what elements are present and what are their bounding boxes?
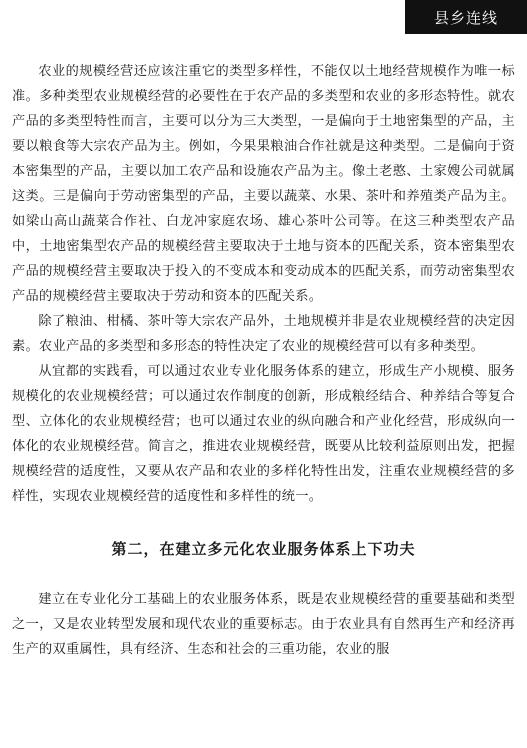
body-paragraph: 建立在专业化分工基础上的农业服务体系，既是农业规模经营的重要基础和类型之一，又是农业转型发展和现代农业的重要标志。由于农业具有自然再生产和经济再生产的双重属性，具有经济、生态和社会的三重功能，农业的服 [12, 592, 515, 657]
body-paragraph: 从宜都的实践看，可以通过农业专业化服务体系的建立，形成生产小规模、服务规模化的农业规模经营；可以通过农作制度的创新，形成粮经结合、种养结合等复合型、立体化的农业规模经营；也可以通过农业的纵向融合和产业化经营，形成纵向一体化的农业规模经营。简言之，推进农业规模经营，既要从比较利益原则出发，把握规模经营的适度性，又要从农产品和农业的多样化特性出发，注重农业规模经营的多样性，实现农业规模经营的适度性和多样性的统一。 [12, 364, 515, 504]
article-body [12, 59, 515, 662]
body-paragraph: 除了粮油、柑橘、茶叶等大宗农产品外，土地规模并非是农业规模经营的决定因素。农业产品的多类型和多形态的特性决定了农业的规模经营可以有多种类型。 [12, 314, 515, 354]
body-paragraph: 农业的规模经营还应该注重它的类型多样性，不能仅以土地经营规模作为唯一标准。多种类型农业规模经营的必要性在于农产品的多类型和农业的多形态特性。就农产品的多类型特性而言，主要可以分为三大类型，一是偏向于土地密集型的产品，主要以粮食等大宗农产品为主。例如，今果果粮油合作社就是这种类型。二是偏向于资本密集型的产品，主要以加工农产品和设施农产品为主。像土老憨、土家嫂公司就属这类。三是偏向于劳动密集型的产品，主要以蔬菜、水果、茶叶和养殖类产品为主。如梁山高山蔬菜合作社、白龙冲家庭农场、雄心茶叶公司等。在这三种类型农产品中，土地密集型农产品的规模经营主要取决于土地与资本的匹配关系，资本密集型农产品的规模经营主要取决于投入的不变成本和变动成本的匹配关系，而劳动密集型农产品的规模经营主要取决于劳动和资本的匹配关系。 [12, 64, 515, 304]
section-heading: 第二，在建立多元化农业服务体系上下功夫 [111, 540, 416, 558]
section-label-text: 县乡连线 [433, 8, 498, 27]
section-label-header [405, 0, 527, 34]
